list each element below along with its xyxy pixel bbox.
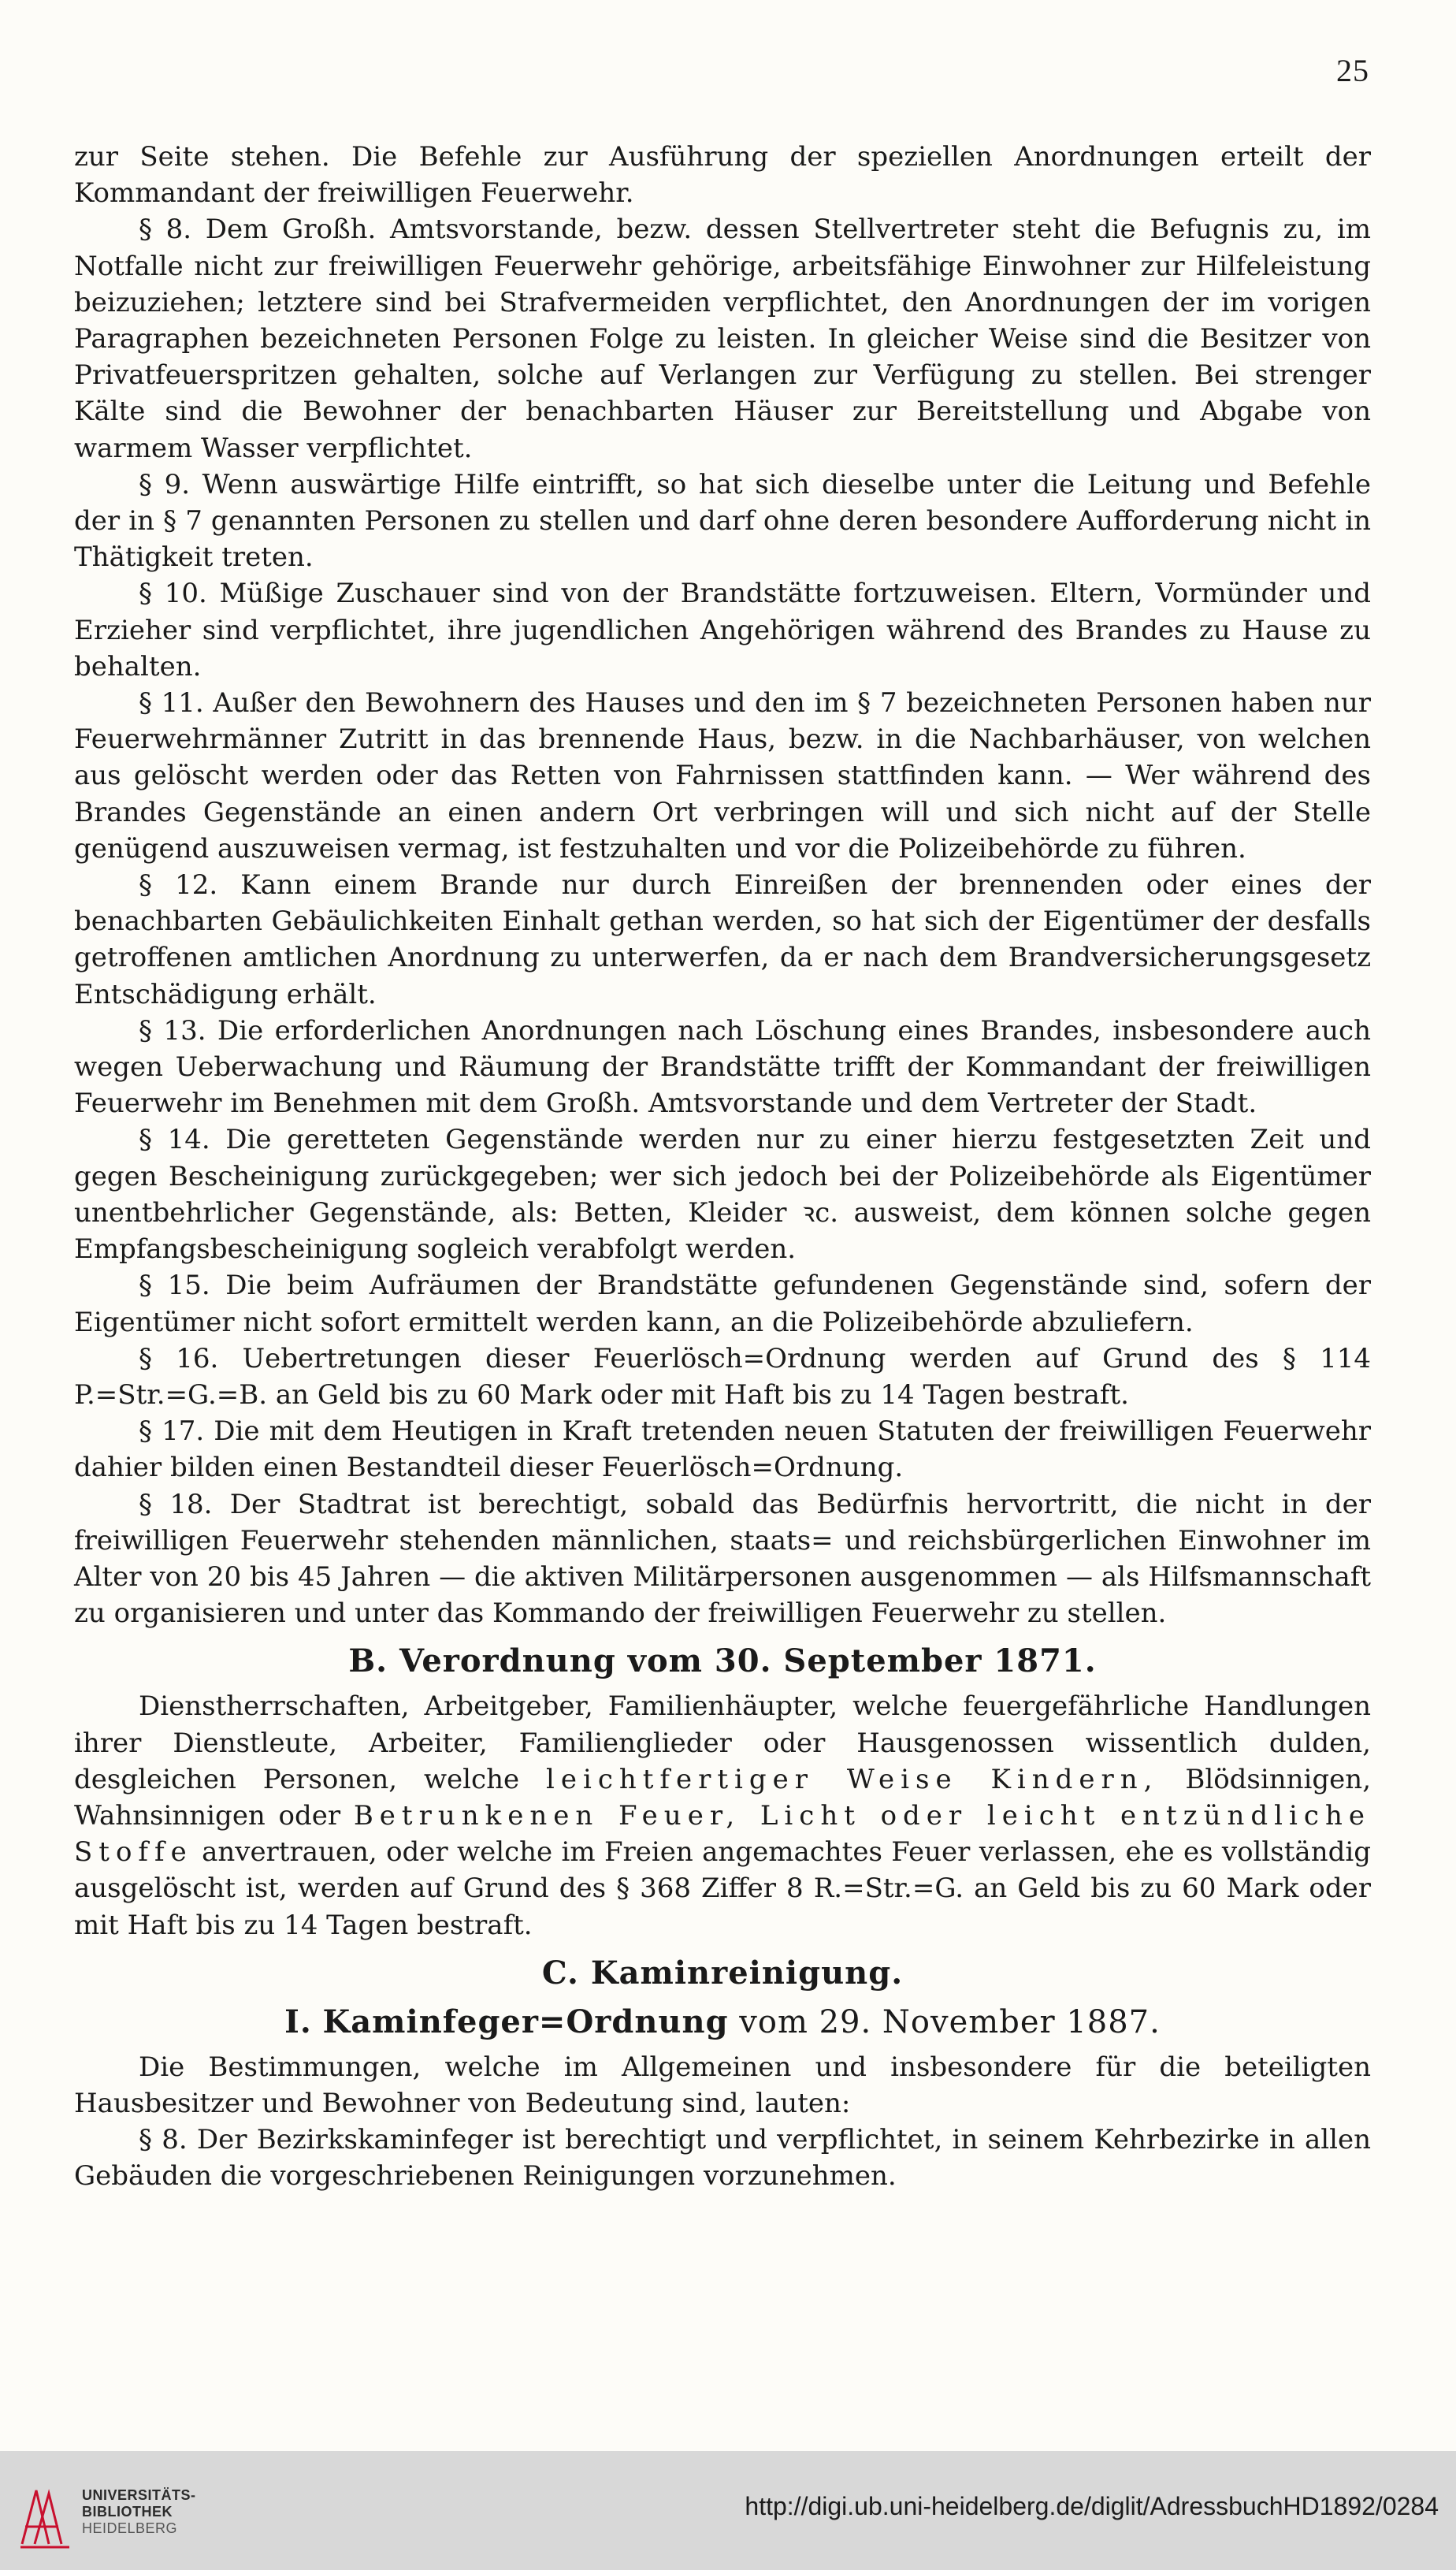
library-logo-text (82, 2487, 196, 2537)
section-c-paragraph-8: § 8. Der Bezirkskaminfeger ist berechtigt und verpflichtet, in seinem Kehrbezirke in allen Gebäuden die vorgeschriebenen Reinigungen vorzunehmen. (74, 2124, 1371, 2192)
section-b-text-1: Dienstherrschaften, Arbeitgeber, Familienhäupter, welche feuergefährliche Handlungen ihrer Dienstleute, Arbeiter, Familienglieder oder Hausgenossen wissentlich dulden, desgleichen Personen, welche (74, 1690, 1371, 1795)
logo-line-1: UNIVERSITÄTS- (82, 2487, 196, 2503)
paragraph-section-10: § 10. Müßige Zuschauer sind von der Brandstätte fortzuweisen. Eltern, Vormünder und Erzieher sind verpflichtet, ihre jugendlichen Angehörigen während des Brandes zu Hause zu behalten. (74, 578, 1371, 682)
page-number: 25 (1336, 53, 1369, 88)
section-b-text-2: Blödsinnigen, Wahnsinnigen oder (74, 1763, 1372, 1832)
subheading-date: vom 29. November 1887. (739, 2003, 1161, 2040)
section-b-heading: B. Verordnung vom 30. September 1871. (348, 1642, 1097, 1680)
paragraph-section-13: § 13. Die erforderlichen Anordnungen nach Löschung eines Brandes, insbesondere auch wegen Ueberwachung und Räumung der Brandstätte trifft der Kommandant der freiwilligen Feuerwehr im Benehmen mit dem Großh. Amtsvorstande und dem Vertreter der Stadt. (74, 1014, 1371, 1120)
paragraph-section-16: § 16. Uebertretungen dieser Feuerlösch=Ordnung werden auf Grund des § 114 P.=Str.=G.=B. an Geld bis zu 60 Mark oder mit Haft bis zu 14 Tagen bestraft. (74, 1342, 1371, 1411)
footer-bar (0, 2451, 1456, 2570)
section-c-heading: C. Kaminreinigung. (541, 1954, 904, 1992)
section-c-intro: Die Bestimmungen, welche im Allgemeinen und insbesondere für die beteiligten Hausbesitzer und Bewohner von Bedeutung sind, lauten: (74, 2051, 1371, 2119)
paragraph-section-15: § 15. Die beim Aufräumen der Brandstätte gefundenen Gegenstände sind, sofern der Eigentümer nicht sofort ermittelt werden kann, an die Polizeibehörde abzuliefern. (74, 1270, 1371, 1338)
paragraph-section-11: § 11. Außer den Bewohnern des Hauses und den im § 7 bezeichneten Personen haben nur Feuerwehrmänner Zutritt in das brennende Haus, bezw. in die Nachbarhäuser, von welchen aus gelöscht werden oder das Retten von Fahrnissen stattfinden kann. — Wer während des Brandes Gegenstände an einen andern Ort verbringen will und sich nicht auf der Stelle genügend auszuweisen vermag, ist festzuhalten und vor die Polizeibehörde zu führen. (74, 687, 1371, 865)
logo-line-3: HEIDELBERG (82, 2520, 178, 2536)
paragraph-section-18: § 18. Der Stadtrat ist berechtigt, sobald das Bedürfnis hervortritt, die nicht in der freiwilligen Feuerwehr stehenden männlichen, staats= und reichsbürgerlichen Einwohner im Alter von 20 bis 45 Jahren — die aktiven Militärpersonen ausgenommen — als Hilfsmannschaft zu organisieren und unter das Kommando der freiwilligen Feuerwehr zu stellen. (74, 1488, 1371, 1630)
paragraph-section-8: § 8. Dem Großh. Amtsvorstande, bezw. dessen Stellvertreter steht die Befugnis zu, im Notfalle nicht zur freiwilligen Feuerwehr gehörige, arbeitsfähige Einwohner zur Hilfeleistung beizuziehen; letztere sind bei Strafvermeiden verpflichtet, den Anordnungen der im vorigen Paragraphen bezeichneten Personen Folge zu leisten. In gleicher Weise sind die Besitzer von Privatfeuerspritzen gehalten, solche auf Verlangen zur Verfügung zu stellen. Bei strenger Kälte sind die Bewohner der benachbarten Häuser zur Bereitstellung und Abgabe von warmem Wasser verpflichtet. (74, 214, 1371, 464)
paragraph-section-12: § 12. Kann einem Brande nur durch Einreißen der brennenden oder eines der benachbarten Gebäulichkeiten Einhalt gethan werden, so hat sich der Eigentümer der desfalls getroffenen amtlichen Anordnung zu unterwerfen, da er nach dem Brandversicherungsgesetz Entschädigung erhält. (74, 869, 1371, 1010)
subheading-prefix: I. (284, 2003, 312, 2040)
page-text (74, 139, 1371, 2195)
subheading-title: Kaminfeger=Ordnung (322, 2003, 729, 2040)
section-b-spaced-2: Betrunkenen Feuer, Licht oder leicht entzündliche Stoffe (74, 1799, 1371, 1869)
source-url-link[interactable]: http://digi.ub.uni-heidelberg.de/diglit/AdressbuchHD1892/0284 (745, 2492, 1439, 2520)
paragraph-section-17: § 17. Die mit dem Heutigen in Kraft tretenden neuen Statuten der freiwilligen Feuerwehr dahier bilden einen Bestandteil dieser Feuerlösch=Ordnung. (74, 1415, 1371, 1484)
section-b-spaced-1: leichtfertiger Weise Kindern, (545, 1763, 1159, 1795)
section-c-subheading (74, 2000, 1371, 2044)
logo-line-2: BIBLIOTHEK (82, 2504, 173, 2520)
paragraph-section-9: § 9. Wenn auswärtige Hilfe eintrifft, so hat sich dieselbe unter die Leitung und Befehle der in § 7 genannten Personen zu stellen und darf ohne deren besondere Aufforderung nicht in Thätigkeit treten. (74, 468, 1371, 574)
library-logo-icon (17, 2483, 72, 2550)
section-b-paragraph (74, 1688, 1371, 1943)
section-b-text-3: anvertrauen, oder welche im Freien angemachtes Feuer verlassen, ehe es vollständig ausgelöscht ist, werden auf Grund des § 368 Ziffer 8 R.=Str.=G. an Geld bis zu 60 Mark oder mit Haft bis zu 14 Tagen bestraft. (74, 1836, 1371, 1941)
paragraph-section-14: § 14. Die geretteten Gegenstände werden nur zu einer hierzu festgesetzten Zeit und gegen Bescheinigung zurückgegeben; wer sich jedoch bei der Polizeibehörde als Eigentümer unentbehrlicher Gegenstände, als: Betten, Kleider ꝛc. ausweist, dem können solche gegen Empfangsbescheinigung sogleich verabfolgt werden. (74, 1124, 1371, 1266)
paragraph-intro: zur Seite stehen. Die Befehle zur Ausführung der speziellen Anordnungen erteilt der Kommandant der freiwilligen Feuerwehr. (74, 141, 1371, 210)
